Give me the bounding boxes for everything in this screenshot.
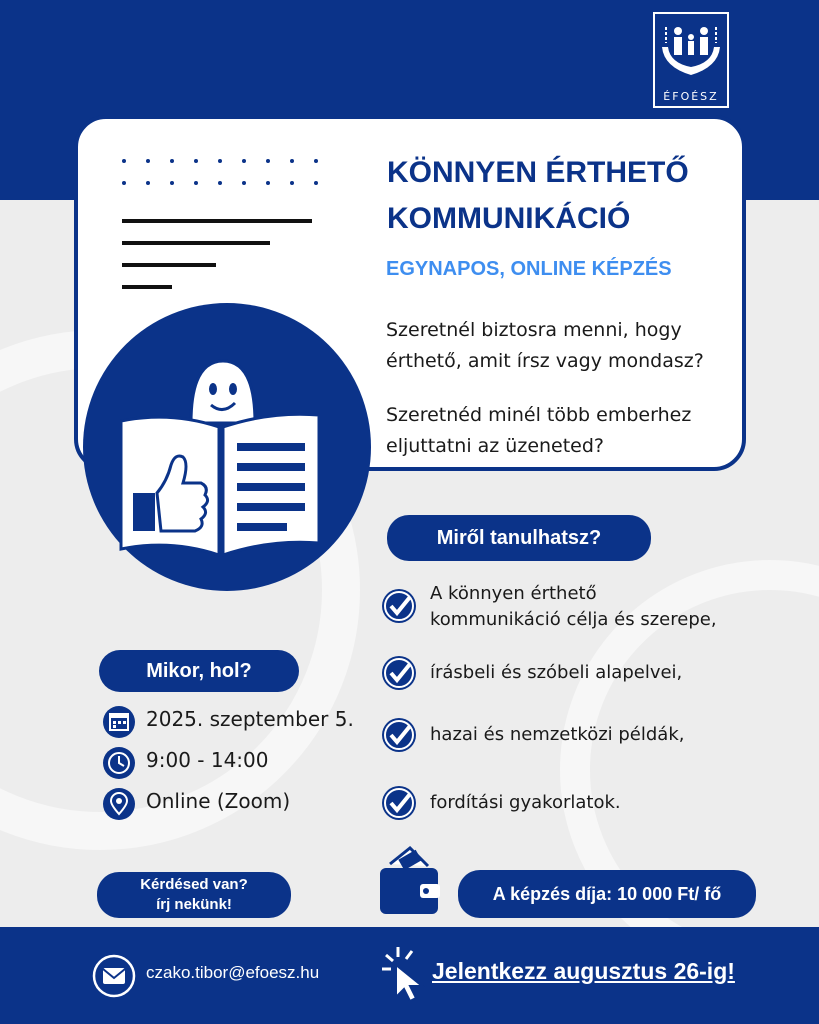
check-icon: [380, 784, 418, 822]
mail-icon: [92, 954, 136, 998]
family-hands-icon: [658, 17, 724, 83]
contact-prompt: [97, 872, 291, 918]
contact-prompt-line: írj nekünk!: [156, 896, 232, 913]
page-subtitle: EGYNAPOS, ONLINE KÉPZÉS: [386, 258, 672, 280]
check-icon: [380, 716, 418, 754]
intro-question: Szeretnél biztosra menni, hogy érthető, amit írsz vagy mondasz?: [386, 319, 704, 372]
list-item-text: kommunikáció célja és szerepe,: [430, 609, 717, 630]
check-icon: [380, 587, 418, 625]
when-heading: Mikor, hol?: [99, 650, 299, 692]
event-place: Online (Zoom): [146, 789, 291, 813]
clock-icon: [102, 746, 136, 780]
location-pin-icon: [102, 787, 136, 821]
topics-heading: Miről tanulhatsz?: [387, 515, 651, 561]
efoesz-logo: [653, 12, 729, 108]
register-link[interactable]: Jelentkezz augusztus 26-ig!: [432, 958, 735, 984]
list-item-text: A könnyen érthető: [430, 583, 597, 604]
cursor-click-icon: [380, 945, 430, 1001]
title-line: KÖNNYEN ÉRTHETŐ: [387, 156, 689, 189]
logo-text: ÉFOÉSZ: [663, 90, 719, 103]
fee-badge: A képzés díja: 10 000 Ft/ fő: [458, 870, 756, 918]
easy-to-read-icon: [83, 303, 371, 591]
title-line: KOMMUNIKÁCIÓ: [387, 202, 631, 235]
list-item-text: fordítási gyakorlatok.: [430, 792, 621, 813]
event-time: 9:00 - 14:00: [146, 748, 269, 772]
list-item-text: hazai és nemzetközi példák,: [430, 724, 685, 745]
list-item-text: írásbeli és szóbeli alapelvei,: [430, 662, 683, 683]
intro-question: Szeretnéd minél több emberhez eljuttatni az üzeneted?: [386, 404, 692, 457]
contact-prompt-line: Kérdésed van?: [140, 876, 248, 893]
contact-email-link[interactable]: czako.tibor@efoesz.hu: [146, 963, 320, 982]
wallet-icon: [376, 846, 444, 918]
check-icon: [380, 654, 418, 692]
event-date: 2025. szeptember 5.: [146, 707, 354, 731]
page-title: [387, 150, 747, 242]
calendar-icon: [102, 705, 136, 739]
